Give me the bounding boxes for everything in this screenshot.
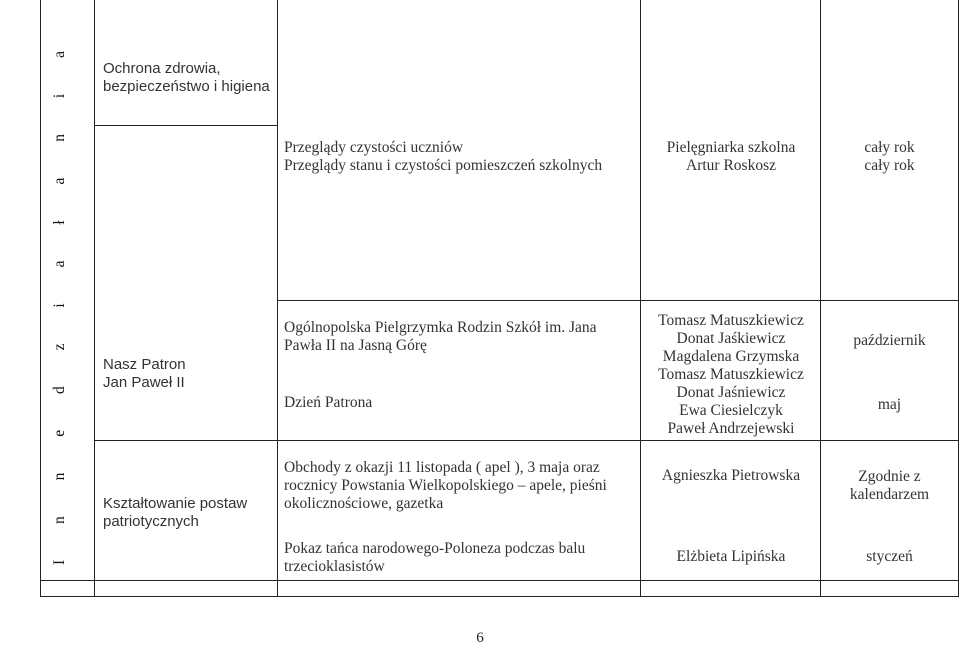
area-patriotic-line: Kształtowanie postaw: [103, 495, 248, 512]
activity-line: Pawła II na Jasną Górę: [284, 337, 427, 354]
area-patriotic-line: patriotycznych: [103, 513, 199, 530]
activity-line: Przeglądy stanu i czystości pomieszczeń szkolnych: [284, 157, 603, 174]
table-border: [94, 440, 959, 441]
activities-health: [284, 139, 634, 175]
responsible-line: Pielęgniarka szkolna: [666, 139, 796, 156]
table-border: [40, 596, 959, 597]
area-patron-line: Jan Paweł II: [103, 374, 185, 391]
date-line: styczeń: [866, 548, 913, 565]
area-patron: [103, 356, 273, 392]
responsible-polonaise: [641, 548, 821, 566]
table-border: [958, 0, 959, 597]
date-line: Zgodnie z: [858, 468, 921, 485]
side-label-text: I n n e d z i a ł a n i a: [51, 35, 68, 565]
area-health-line: bezpieczeństwo i higiena: [103, 78, 270, 95]
responsible-patron: [641, 312, 821, 438]
responsible-line: Tomasz Matuszkiewicz: [658, 366, 804, 383]
area-health: [103, 60, 273, 96]
table-border: [820, 0, 821, 597]
activity-line: Obchody z okazji 11 listopada ( apel ), 3 maja oraz: [284, 459, 600, 476]
area-patron-line: Nasz Patron: [103, 356, 186, 373]
activity-line: Pokaz tańca narodowego-Poloneza podczas balu: [284, 540, 586, 557]
responsible-line: Donat Jaśniewicz: [676, 384, 786, 401]
responsible-line: Magdalena Grzymska: [662, 348, 800, 365]
page-number: 6: [476, 630, 484, 646]
area-patriotic: [103, 495, 273, 531]
activity-patron-day: [284, 394, 634, 412]
activity-polonaise: [284, 540, 634, 576]
table-border: [640, 0, 641, 597]
responsible-line: Artur Roskosz: [686, 157, 776, 174]
table-border: [94, 125, 277, 126]
date-patron-day: [821, 396, 958, 414]
activity-pilgrimage: [284, 319, 634, 355]
activity-line: Ogólnopolska Pielgrzymka Rodzin Szkół im. Jana: [284, 319, 597, 336]
activity-line: Przeglądy czystości uczniów: [284, 139, 464, 156]
table-border: [277, 0, 278, 597]
table-border: [40, 580, 959, 581]
responsible-line: Donat Jaśkiewicz: [676, 330, 786, 347]
date-anniversaries: [821, 468, 958, 504]
responsible-anniversaries: [641, 467, 821, 485]
date-line: październik: [853, 332, 926, 349]
responsible-line: Tomasz Matuszkiewicz: [658, 312, 804, 329]
table-border: [94, 0, 95, 597]
responsible-line: Paweł Andrzejewski: [667, 420, 795, 437]
responsible-line: Elżbieta Lipińska: [676, 548, 786, 565]
activity-line: trzecioklasistów: [284, 558, 385, 575]
activity-line: Dzień Patrona: [284, 394, 373, 411]
date-pilgrimage: [821, 332, 958, 350]
area-health-line: Ochrona zdrowia,: [103, 60, 221, 77]
date-line: cały rok: [864, 157, 915, 174]
activity-anniversaries: [284, 459, 634, 513]
date-line: kalendarzem: [849, 486, 930, 503]
activity-line: rocznicy Powstania Wielkopolskiego – apele, pieśni: [284, 477, 607, 494]
responsible-line: Agnieszka Pietrowska: [661, 467, 801, 484]
activity-line: okolicznościowe, gazetka: [284, 495, 444, 512]
date-line: cały rok: [864, 139, 915, 156]
responsible-line: Ewa Ciesielczyk: [679, 402, 783, 419]
responsible-health: [641, 139, 821, 175]
table-border: [277, 300, 959, 301]
date-line: maj: [877, 396, 902, 413]
side-section-label: [40, 35, 80, 565]
date-polonaise: [821, 548, 958, 566]
dates-health: [821, 139, 958, 175]
